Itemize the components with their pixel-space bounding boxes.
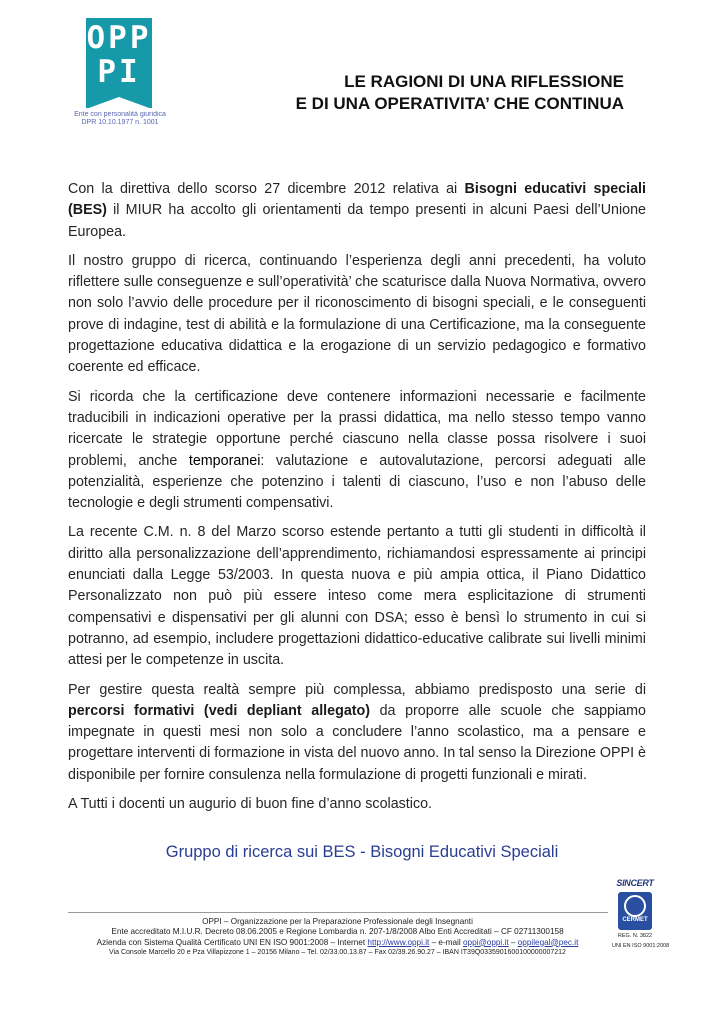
footer-line-3-sep: –: [508, 937, 518, 947]
cert-reg-number: REG. N. 3822: [617, 933, 653, 939]
footer-line-4: Via Console Marcello 20 e Pza Villapizzone 1 – 20156 Milano – Tel. 02/33.00.13.87 – Fax 02/39.26.90.27 – IBAN IT39Q0335901600100000007212: [109, 948, 566, 956]
pec-email-link[interactable]: oppilegal@pec.it: [517, 937, 579, 947]
p5-text-c: da proporre alle scuole che sappiamo impegnate in questi mesi non solo a concludere l’anno scolastico, ma a pensare e progettare interventi di formazione in vista del nuovo anno. In tal senso la Direzione OPPI è disponibile per fornire consulenza nella formulazione di progetti funzionali e mirati.: [68, 702, 646, 783]
p5-bold: percorsi formativi (vedi depliant allegato): [68, 702, 371, 719]
p3-highlight: temporanei: [188, 452, 261, 469]
p5-text-a: Per gestire questa realtà sempre più complessa, abbiamo predisposto una serie di: [68, 681, 646, 698]
footer-line-1: OPPI – Organizzazione per la Preparazione Professionale degli Insegnanti: [202, 917, 473, 926]
footer-divider: [68, 912, 608, 913]
website-link[interactable]: http://www.oppi.it: [367, 937, 430, 947]
paragraph-1: [68, 179, 646, 243]
p3-text-c: : valutazione e autovalutazione, percorsi adeguati alle potenzialità, esperienze che potenzino i talenti di ciascuno, l’uso e non l’abuso delle tecnologie e degli strumenti compensativi.: [68, 452, 646, 512]
cermet-ring-icon: [624, 895, 646, 917]
logo-letters-top: OPP: [86, 20, 152, 56]
paragraph-5: [68, 680, 646, 786]
logo-caption: Ente con personalità giuridica DPR 10.10.1977 n. 1001: [74, 111, 166, 125]
paragraph-3: [68, 387, 646, 515]
p3-text-a: Si ricorda che la certificazione deve contenere informazioni necessarie e facilmente traducibili in indicazioni operative per la prassi didattica, ma nello stesso tempo vanno ricercate le strategie opportune perché ciascuno nella classe possa risolvere i suoi problemi, anche: [68, 388, 646, 469]
footer: [60, 917, 615, 958]
cermet-label: CERMET: [622, 917, 648, 923]
p1-bold: Bisogni educativi speciali (BES): [68, 181, 646, 219]
title-line-1: LE RAGIONI DI UNA RIFLESSIONE: [344, 72, 624, 91]
paragraph-6: A Tutti i docenti un augurio di buon fine d’anno scolastico.: [68, 796, 433, 813]
email-link[interactable]: oppi@oppi.it: [462, 937, 509, 947]
paragraph-4: La recente C.M. n. 8 del Marzo scorso estende pertanto a tutti gli studenti in difficoltà il diritto alla personalizzazione dell’apprendimento, richiamandosi espressamente ai principi enunciati dalla Legge 53/2003. In questa nuova e più ampia ottica, il Piano Didattico Personalizzato non può più essere inteso come mera esplicitazione di strumenti compensativi e dispensativi per gli alunni con DSA; esso è bensì lo strumento in cui si potranno, ad esempio, includere progettazioni didattico-educative calibrate sui livelli minimi attesi per le competenze in uscita.: [68, 524, 646, 669]
page-title: [170, 71, 624, 115]
sincert-logo: SINCERT: [616, 878, 654, 888]
title-line-2: E DI UNA OPERATIVITA’ CHE CONTINUA: [295, 94, 624, 113]
oppi-logo: [74, 18, 166, 125]
logo-letters: [86, 21, 152, 89]
signature: Gruppo di ricerca sui BES - Bisogni Educativi Speciali: [165, 843, 559, 861]
p1-text-c: il MIUR ha accolto gli orientamenti da tempo presenti in alcuni Paesi dell’Unione Europea.: [68, 202, 646, 240]
logo-bookmark-icon: [86, 18, 152, 108]
footer-line-3-a: Azienda con Sistema Qualità Certificato UNI EN ISO 9001:2008 – Internet: [96, 937, 368, 947]
logo-letters-bottom: PI: [97, 54, 141, 90]
cert-standard: UNI EN ISO 9001:2008: [612, 942, 670, 949]
certification-marks: [612, 878, 670, 949]
footer-line-3: [60, 938, 615, 948]
footer-line-2: Ente accreditato M.I.U.R. Decreto 08.06.2005 e Regione Lombardia n. 207-1/8/2008 Albo Enti Accreditati – CF 02711300158: [111, 927, 564, 937]
footer-line-3-b: – e-mail: [429, 937, 463, 947]
p1-text-a: Con la direttiva dello scorso 27 dicembre 2012 relativa ai: [68, 181, 465, 197]
letter-body: [68, 179, 646, 823]
cermet-badge-icon: [618, 892, 652, 930]
paragraph-2: Il nostro gruppo di ricerca, continuando l’esperienza degli anni precedenti, ha voluto riflettere sulle conseguenze e sull’operatività’ che scaturisce dalla Nuova Normativa, ovvero non solo l’avvio delle procedure per il riconoscimento di bisogni speciali, e le conseguenti prove di indagine, test di abilità e la formulazione di una Certificazione, ma la conseguente progettazione educativa didattica e la erogazione di un servizio pedagogico e formativo coerente ed efficace.: [68, 252, 646, 376]
